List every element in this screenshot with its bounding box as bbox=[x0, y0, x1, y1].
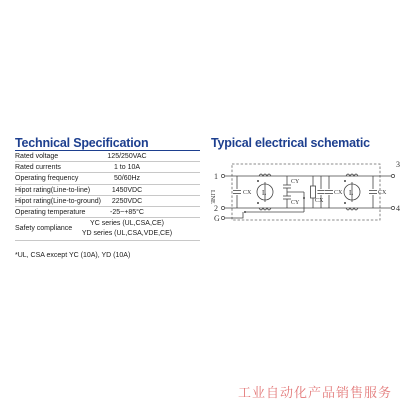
spec-label: Operating temperature bbox=[15, 208, 86, 216]
spec-value: 125/250VAC bbox=[107, 153, 147, 160]
cx1-label: CX bbox=[243, 190, 252, 196]
spec-row bbox=[15, 162, 200, 173]
spec-table bbox=[15, 150, 200, 241]
spec-value-secondary: YD series (UL,CSA,VDE,CE) bbox=[81, 230, 173, 238]
watermark-text: 工业自动化产品销售服务 bbox=[237, 385, 392, 400]
spec-value: YC series (UL,CSA,CE) bbox=[90, 220, 164, 228]
cy2-label: CY bbox=[291, 200, 300, 206]
cy1-label: CY bbox=[291, 179, 300, 185]
spec-label: Hipot rating(Line-to-line) bbox=[15, 186, 91, 194]
spec-footnote: *UL, CSA except YC (10A), YD (10A) bbox=[15, 252, 131, 259]
terminal-3-label: 3 bbox=[396, 160, 400, 169]
spec-row bbox=[15, 185, 200, 196]
spec-label: Hipot rating(Line-to-ground) bbox=[15, 197, 101, 205]
spec-label: Operating frequency bbox=[15, 175, 79, 183]
spec-value: 50/60Hz bbox=[113, 175, 141, 183]
l2-label: L bbox=[349, 189, 354, 197]
spec-label: Rated currents bbox=[15, 164, 61, 172]
spec-row bbox=[15, 150, 200, 162]
schematic-title: Typical electrical schematic bbox=[211, 136, 370, 150]
terminal-2-label: 2 bbox=[214, 204, 218, 213]
spec-label: Safety compliance bbox=[15, 225, 73, 233]
spec-value: -25~+85°C bbox=[110, 208, 144, 216]
cx4-label: CX bbox=[378, 190, 387, 196]
spec-row bbox=[15, 218, 200, 241]
cx4-gap bbox=[369, 189, 377, 195]
spec-value: 1450VDC bbox=[111, 186, 143, 194]
terminal-4-label: 4 bbox=[396, 204, 400, 213]
r-body bbox=[311, 186, 316, 198]
spec-row bbox=[15, 173, 200, 184]
spec-title: Technical Specification bbox=[15, 136, 149, 150]
terminal-g-label: G bbox=[214, 214, 220, 223]
spec-value: 1 to 10A bbox=[113, 164, 141, 172]
cx3-gap bbox=[318, 189, 325, 195]
terminal-1-label: 1 bbox=[214, 172, 218, 181]
cx1-gap bbox=[233, 189, 241, 195]
spec-value: 2250VDC bbox=[111, 197, 143, 205]
cx3-label: CX bbox=[315, 198, 324, 204]
l1-label: L bbox=[262, 189, 267, 197]
electrical-schematic bbox=[205, 152, 400, 232]
spec-row bbox=[15, 196, 200, 207]
terminal-2 bbox=[221, 206, 224, 209]
cx2-label: CX bbox=[334, 190, 343, 196]
cx2-gap bbox=[325, 189, 333, 195]
spec-label: Rated voltage bbox=[15, 153, 59, 160]
terminal-3 bbox=[391, 174, 394, 177]
terminal-1 bbox=[221, 174, 224, 177]
line-side-label: LINE bbox=[209, 190, 215, 204]
terminal-4 bbox=[391, 206, 394, 209]
ground-lead bbox=[225, 212, 243, 218]
terminal-g bbox=[221, 216, 224, 219]
spec-row bbox=[15, 207, 200, 218]
